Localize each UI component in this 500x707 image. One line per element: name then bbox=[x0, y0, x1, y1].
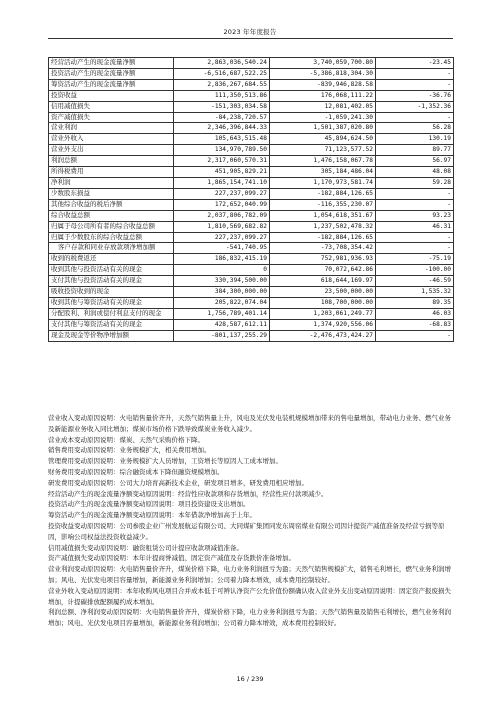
table-row bbox=[49, 145, 454, 156]
current-period-amount: 134,970,789.50 bbox=[174, 145, 270, 156]
current-period-amount: 428,587,612.11 bbox=[174, 319, 270, 330]
table-row bbox=[49, 287, 454, 298]
table-row bbox=[49, 319, 454, 330]
prior-period-amount: -2,476,473,424.27 bbox=[270, 330, 376, 341]
change-ratio: 89.77 bbox=[376, 145, 454, 156]
table-row bbox=[49, 58, 454, 69]
row-label: 资产减值损失 bbox=[49, 112, 174, 123]
current-period-amount: 227,237,099.27 bbox=[174, 188, 270, 199]
prior-period-amount: 618,644,169.97 bbox=[270, 276, 376, 287]
explanation-paragraph: 经营活动产生的现金流量净额变动原因说明：经营性应收款项和存货增加，经营性应付款项减少。 bbox=[48, 489, 328, 498]
prior-period-amount: -839,946,828.58 bbox=[270, 79, 376, 90]
change-ratio: -36.76 bbox=[376, 90, 454, 101]
explanation-paragraph: 财务费用变动原因说明：综合融资成本下降但融资规模增加。 bbox=[48, 467, 224, 476]
change-ratio: -68.83 bbox=[376, 319, 454, 330]
prior-period-amount: -116,355,230.07 bbox=[270, 199, 376, 210]
page-number: 16 / 239 bbox=[236, 675, 264, 683]
row-label: 营业外支出 bbox=[49, 145, 174, 156]
table-row bbox=[49, 276, 454, 287]
prior-period-amount: 45,894,624.50 bbox=[270, 134, 376, 145]
current-period-amount: 227,237,099.27 bbox=[174, 232, 270, 243]
current-period-amount: 2,317,060,570.31 bbox=[174, 156, 270, 167]
explanation-paragraph: 投资活动产生的现金流量净额变动原因说明：项目投资建设支出增加。 bbox=[48, 500, 250, 509]
table-row bbox=[49, 243, 454, 254]
current-period-amount: 384,300,000.00 bbox=[174, 287, 270, 298]
prior-period-amount: 1,501,387,020.80 bbox=[270, 123, 376, 134]
change-ratio: 130.19 bbox=[376, 134, 454, 145]
row-label: 净利润 bbox=[49, 177, 174, 188]
row-label: 收到的税费返还 bbox=[49, 254, 174, 265]
change-ratio: - bbox=[376, 188, 454, 199]
change-ratio: -46.59 bbox=[376, 276, 454, 287]
prior-period-amount: -182,884,126.65 bbox=[270, 188, 376, 199]
current-period-amount: 2,037,806,782.09 bbox=[174, 210, 270, 221]
table-row bbox=[49, 188, 454, 199]
current-period-amount: 172,652,040.99 bbox=[174, 199, 270, 210]
current-period-amount: 330,394,500.00 bbox=[174, 276, 270, 287]
explanation-paragraph: 利润总额、净利润变动原因说明：火电销售量价齐升，煤炭价格下降，电力业务利润扭亏为盈；天然气销售量及销售毛利增长，燃气业务利润增加；风电、光伏发电项目容量增加，新能源业务利润增加；公司着力降本增效，成本费用控制较好。 bbox=[48, 608, 451, 628]
row-label: 少数股东损益 bbox=[49, 188, 174, 199]
row-label: 支付其他与筹资活动有关的现金 bbox=[49, 319, 174, 330]
row-label: 经营活动产生的现金流量净额 bbox=[49, 58, 174, 69]
table-row bbox=[49, 112, 454, 123]
row-label: 所得税费用 bbox=[49, 167, 174, 178]
change-ratio: 56.97 bbox=[376, 156, 454, 167]
current-period-amount: 451,905,829.21 bbox=[174, 167, 270, 178]
table-row bbox=[49, 221, 454, 232]
prior-period-amount: 752,981,936.93 bbox=[270, 254, 376, 265]
table-row bbox=[49, 265, 454, 276]
prior-period-amount: 1,237,502,478.32 bbox=[270, 221, 376, 232]
explanation-paragraph: 研发费用变动原因说明：公司大力培育高新技术企业，研发项目增多，研发费用相应增加。 bbox=[48, 478, 308, 487]
current-period-amount: 0 bbox=[174, 265, 270, 276]
current-period-amount: -151,303,034.58 bbox=[174, 101, 270, 112]
current-period-amount: 1,810,569,682.82 bbox=[174, 221, 270, 232]
table-row bbox=[49, 297, 454, 308]
explanation-paragraph: 投资收益变动原因说明：公司参股企业广州发展航运有限公司、大同煤矿集团同发东周窑煤业有限公司因计提资产减值准备及经营亏损等原因，影响公司权益法投资收益减少。 bbox=[48, 521, 445, 541]
row-label: 支付其他与投资活动有关的现金 bbox=[49, 276, 174, 287]
change-ratio: - bbox=[376, 199, 454, 210]
table-row bbox=[49, 79, 454, 90]
prior-period-amount: -182,884,126.65 bbox=[270, 232, 376, 243]
table-row bbox=[49, 330, 454, 341]
prior-period-amount: 108,700,000.00 bbox=[270, 297, 376, 308]
row-label: 信用减值损失 bbox=[49, 101, 174, 112]
current-period-amount: 186,832,415.19 bbox=[174, 254, 270, 265]
page-header-title: 2023 年年度报告 bbox=[223, 28, 277, 36]
explanation-paragraph: 信用减值损失变动原因说明：融资租赁公司计提应收款项减值准备。 bbox=[48, 543, 243, 552]
explanation-paragraph: 销售费用变动原因说明：业务规模扩大，相关费用增加。 bbox=[48, 446, 211, 455]
prior-period-amount: 12,081,402.05 bbox=[270, 101, 376, 112]
change-ratio: - bbox=[376, 232, 454, 243]
table-row bbox=[49, 101, 454, 112]
change-ratio: - bbox=[376, 68, 454, 79]
change-ratio: - bbox=[376, 243, 454, 254]
current-period-amount: -541,740.95 bbox=[174, 243, 270, 254]
row-label: 吸收投资收到的现金 bbox=[49, 287, 174, 298]
current-period-amount: 2,863,036,540.24 bbox=[174, 58, 270, 69]
financial-changes-table bbox=[48, 57, 454, 342]
table-row bbox=[49, 232, 454, 243]
current-period-amount: -84,238,720.57 bbox=[174, 112, 270, 123]
change-ratio: 46.03 bbox=[376, 308, 454, 319]
current-period-amount: 2,836,267,684.55 bbox=[174, 79, 270, 90]
prior-period-amount: 23,500,000.00 bbox=[270, 287, 376, 298]
row-label: 分配股利、利润或偿付利息支付的现金 bbox=[49, 308, 174, 319]
current-period-amount: 2,346,396,844.33 bbox=[174, 123, 270, 134]
row-label: 投资收益 bbox=[49, 90, 174, 101]
change-ratio: - bbox=[376, 79, 454, 90]
row-label: 收到其他与投资活动有关的现金 bbox=[49, 265, 174, 276]
current-period-amount: 1,756,789,401.14 bbox=[174, 308, 270, 319]
table-row bbox=[49, 167, 454, 178]
prior-period-amount: 1,054,618,351.67 bbox=[270, 210, 376, 221]
change-ratio: 46.31 bbox=[376, 221, 454, 232]
explanation-paragraph: 资产减值损失变动原因说明：本年计提商誉减值、固定资产减值及存货跌价准备增加。 bbox=[48, 554, 295, 563]
table-row bbox=[49, 90, 454, 101]
explanation-paragraph: 营业收入变动原因说明：火电销售量价齐升，天然气销售量上升，风电及光伏发电装机规模增加带来的售电量增加，带动电力业务、燃气业务及新能源业务收入同比增加；煤炭市场价格下跌导致煤炭业务收入减少。 bbox=[48, 414, 451, 433]
prior-period-amount: 1,203,061,249.77 bbox=[270, 308, 376, 319]
change-ratio: 93.23 bbox=[376, 210, 454, 221]
row-label: 营业外收入 bbox=[49, 134, 174, 145]
change-ratio: 59.28 bbox=[376, 177, 454, 188]
change-explanations bbox=[48, 413, 453, 629]
change-ratio: - bbox=[376, 112, 454, 123]
prior-period-amount: 3,740,059,700.80 bbox=[270, 58, 376, 69]
row-label: 营业利润 bbox=[49, 123, 174, 134]
explanation-paragraph: 营业成本变动原因说明：煤炭、天然气采购价格下降。 bbox=[48, 435, 204, 444]
prior-period-amount: 1,170,973,581.74 bbox=[270, 177, 376, 188]
row-label: 客户存款和同业存放款项净增加额 bbox=[49, 243, 174, 254]
current-period-amount: -801,137,255.29 bbox=[174, 330, 270, 341]
prior-period-amount: 1,476,158,067.78 bbox=[270, 156, 376, 167]
table-row bbox=[49, 68, 454, 79]
table-row bbox=[49, 123, 454, 134]
change-ratio: -23.45 bbox=[376, 58, 454, 69]
table-row bbox=[49, 254, 454, 265]
prior-period-amount: 1,374,920,556.06 bbox=[270, 319, 376, 330]
table-row bbox=[49, 156, 454, 167]
change-ratio: - bbox=[376, 330, 454, 341]
explanation-paragraph: 营业外收入变动原因说明：本年收购风电项目合并成本低于可辨认净资产公允价值份额确认收入营业外支出变动原因说明：固定资产报废损失增加，计提碳排放配额履约成本增加。 bbox=[48, 586, 451, 606]
row-label: 综合收益总额 bbox=[49, 210, 174, 221]
prior-period-amount: 70,072,642.86 bbox=[270, 265, 376, 276]
change-ratio: 56.28 bbox=[376, 123, 454, 134]
prior-period-amount: -1,059,241.30 bbox=[270, 112, 376, 123]
row-label: 归属于少数股东的综合收益总额 bbox=[49, 232, 174, 243]
change-ratio: 48.08 bbox=[376, 167, 454, 178]
change-ratio: 1,535.32 bbox=[376, 287, 454, 298]
row-label: 现金及现金等价物净增加额 bbox=[49, 330, 174, 341]
prior-period-amount: -73,708,354.42 bbox=[270, 243, 376, 254]
row-label: 筹资活动产生的现金流量净额 bbox=[49, 79, 174, 90]
row-label: 收到其他与筹资活动有关的现金 bbox=[49, 297, 174, 308]
current-period-amount: 205,822,074.04 bbox=[174, 297, 270, 308]
table-row bbox=[49, 308, 454, 319]
row-label: 利润总额 bbox=[49, 156, 174, 167]
table-row bbox=[49, 199, 454, 210]
change-ratio: -100.00 bbox=[376, 265, 454, 276]
change-ratio: -1,352.36 bbox=[376, 101, 454, 112]
table-row bbox=[49, 177, 454, 188]
row-label: 其他综合收益的税后净额 bbox=[49, 199, 174, 210]
current-period-amount: 111,350,513.86 bbox=[174, 90, 270, 101]
row-label: 投资活动产生的现金流量净额 bbox=[49, 68, 174, 79]
prior-period-amount: 71,123,577.52 bbox=[270, 145, 376, 156]
current-period-amount: -6,516,687,522.25 bbox=[174, 68, 270, 79]
change-ratio: -75.19 bbox=[376, 254, 454, 265]
prior-period-amount: -5,386,818,304.30 bbox=[270, 68, 376, 79]
prior-period-amount: 176,068,111.22 bbox=[270, 90, 376, 101]
prior-period-amount: 305,184,486.04 bbox=[270, 167, 376, 178]
current-period-amount: 1,865,154,741.10 bbox=[174, 177, 270, 188]
change-ratio: 89.35 bbox=[376, 297, 454, 308]
explanation-paragraph: 筹资活动产生的现金流量净额变动原因说明：本年借款净增加高于上年。 bbox=[48, 511, 256, 520]
explanation-paragraph: 管理费用变动原因说明：业务规模扩大人员增加，工资增长等原因人工成本增加。 bbox=[48, 457, 282, 466]
row-label: 归属于母公司所有者的综合收益总额 bbox=[49, 221, 174, 232]
header-divider bbox=[48, 38, 453, 39]
explanation-paragraph: 营业利润变动原因说明：火电销售量价齐升，煤炭价格下降，电力业务利润扭亏为盈；天然气销售规模扩大，销售毛利增长，燃气业务利润增加；风电、光伏发电项目容量增加，新能源业务利润增加；公司着力降本增效，成本费用控制较好。 bbox=[48, 565, 451, 584]
table-row bbox=[49, 134, 454, 145]
current-period-amount: 105,643,515.48 bbox=[174, 134, 270, 145]
table-row bbox=[49, 210, 454, 221]
